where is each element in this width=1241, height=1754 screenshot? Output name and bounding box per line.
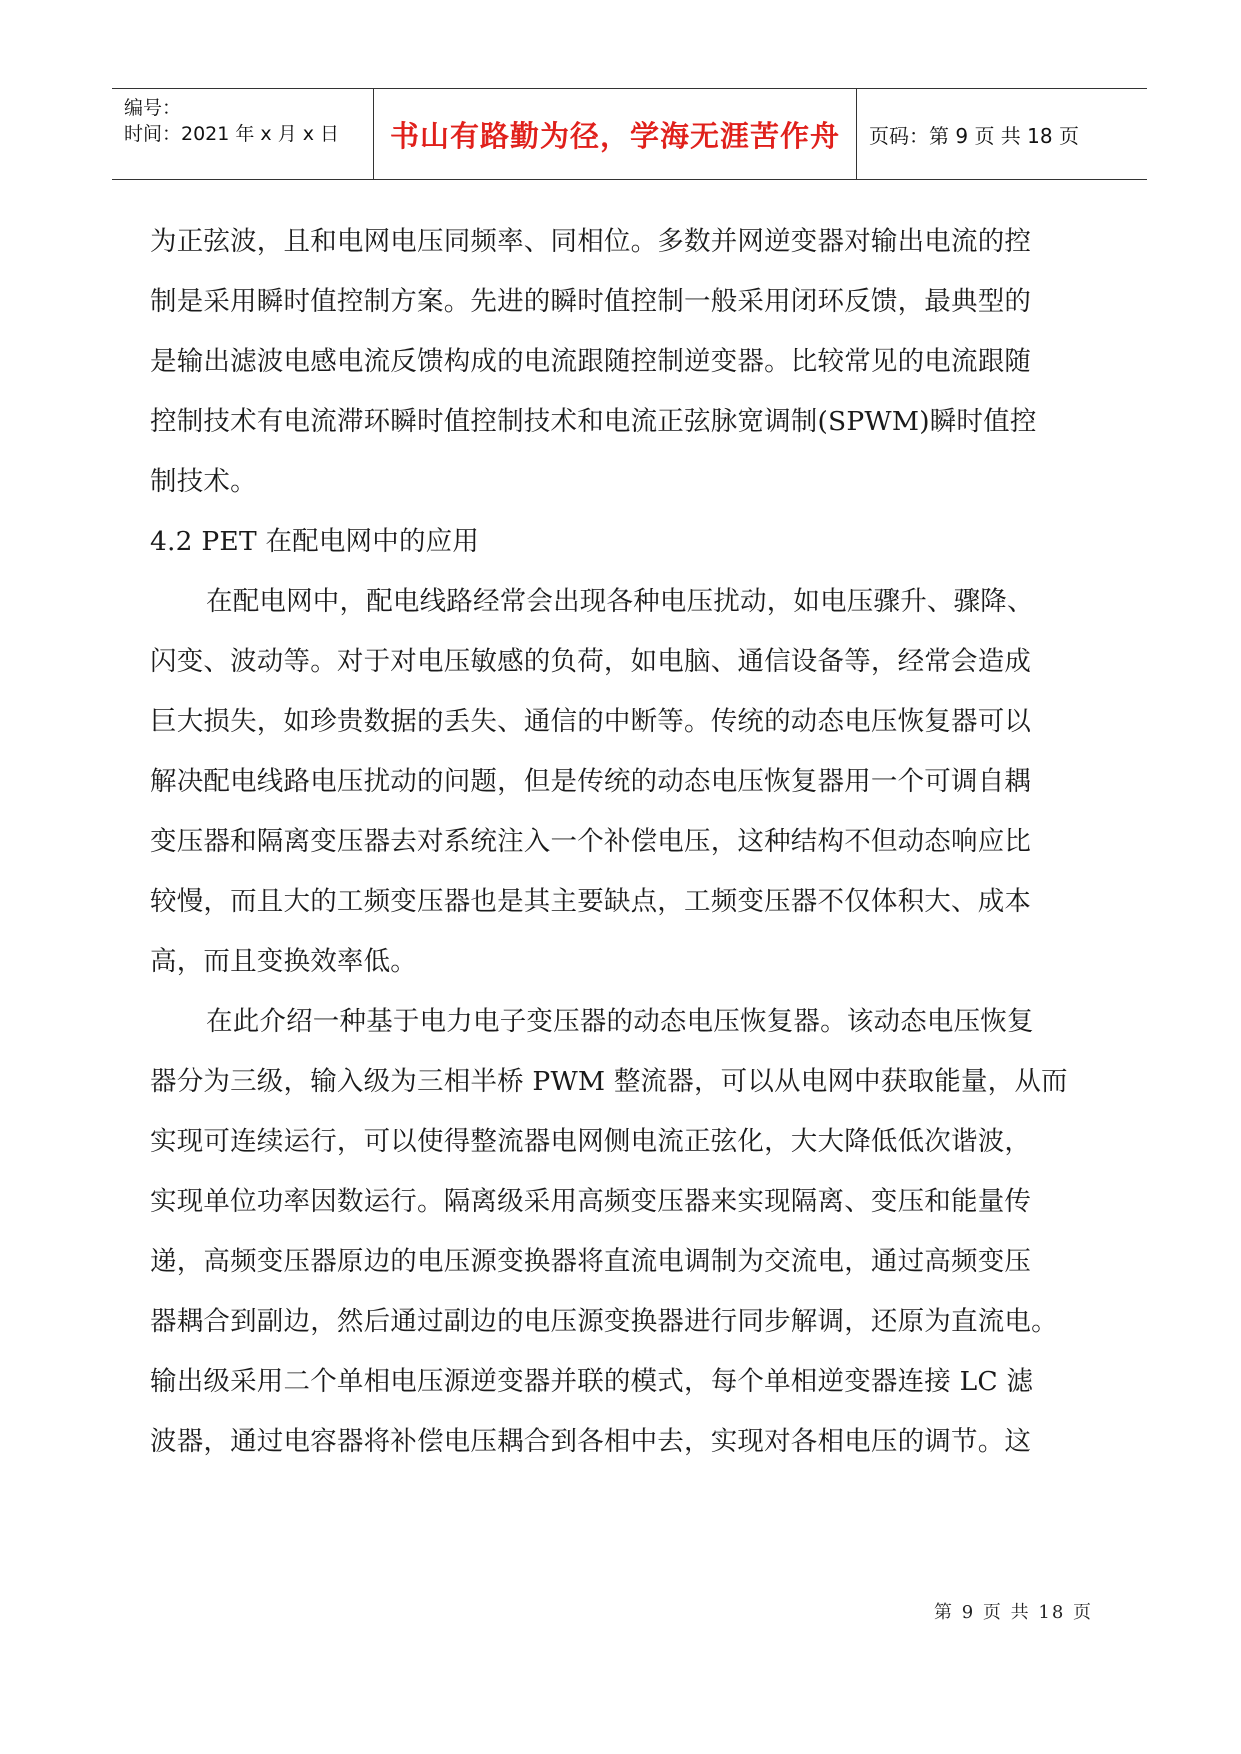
body-line: 解决配电线路电压扰动的问题，但是传统的动态电压恢复器用一个可调自耦 — [150, 766, 1032, 797]
body-line: 巨大损失，如珍贵数据的丢失、通信的中断等。传统的动态电压恢复器可以 — [150, 706, 1032, 737]
header-meta-cell — [112, 89, 373, 179]
body-line: 波器，通过电容器将补偿电压耦合到各相中去，实现对各相电压的调节。这 — [150, 1426, 1032, 1457]
body-line: 是输出滤波电感电流反馈构成的电流跟随控制逆变器。比较常见的电流跟随 — [150, 346, 1032, 377]
section-heading: 4.2 PET 在配电网中的应用 — [150, 526, 480, 557]
body-line: 较慢，而且大的工频变压器也是其主要缺点，工频变压器不仅体积大、成本 — [150, 886, 1032, 917]
body-line: 递，高频变压器原边的电压源变换器将直流电调制为交流电，通过高频变压 — [150, 1246, 1032, 1277]
body-line: 在此介绍一种基于电力电子变压器的动态电压恢复器。该动态电压恢复 — [206, 1006, 1034, 1037]
body-line: 器分为三级，输入级为三相半桥 PWM 整流器，可以从电网中获取能量，从而 — [150, 1066, 1068, 1097]
body-line: 变压器和隔离变压器去对系统注入一个补偿电压，这种结构不但动态响应比 — [150, 826, 1032, 857]
header-page-number: 页码：第 9 页 共 18 页 — [869, 123, 1079, 148]
document-number-label: 编号： — [124, 97, 182, 119]
body-line: 实现可连续运行，可以使得整流器电网侧电流正弦化，大大降低低次谐波， — [150, 1126, 1032, 1157]
body-line: 制是采用瞬时值控制方案。先进的瞬时值控制一般采用闭环反馈，最典型的 — [150, 286, 1032, 317]
page-footer: 第 9 页 共 18 页 — [934, 1602, 1093, 1623]
body-line: 闪变、波动等。对于对电压敏感的负荷，如电脑、通信设备等，经常会造成 — [150, 646, 1032, 677]
page-header — [112, 88, 1147, 180]
header-page-cell — [857, 89, 1147, 179]
body-line: 高，而且变换效率低。 — [150, 946, 417, 977]
document-time-label: 时间：2021 年 x 月 x 日 — [124, 123, 340, 145]
body-line: 输出级采用二个单相电压源逆变器并联的模式，每个单相逆变器连接 LC 滤 — [150, 1366, 1034, 1397]
body-line: 制技术。 — [150, 466, 257, 497]
body-line: 控制技术有电流滞环瞬时值控制技术和电流正弦脉宽调制(SPWM)瞬时值控 — [150, 406, 1037, 437]
body-line: 在配电网中，配电线路经常会出现各种电压扰动，如电压骤升、骤降、 — [206, 586, 1034, 617]
body-line: 为正弦波，且和电网电压同频率、同相位。多数并网逆变器对输出电流的控 — [150, 226, 1032, 257]
document-body — [150, 212, 1110, 1472]
body-line: 实现单位功率因数运行。隔离级采用高频变压器来实现隔离、变压和能量传 — [150, 1186, 1032, 1217]
header-motto-cell — [373, 89, 857, 179]
body-line: 器耦合到副边，然后通过副边的电压源变换器进行同步解调，还原为直流电。 — [150, 1306, 1058, 1337]
header-motto: 书山有路勤为径，学海无涯苦作舟 — [389, 118, 840, 153]
